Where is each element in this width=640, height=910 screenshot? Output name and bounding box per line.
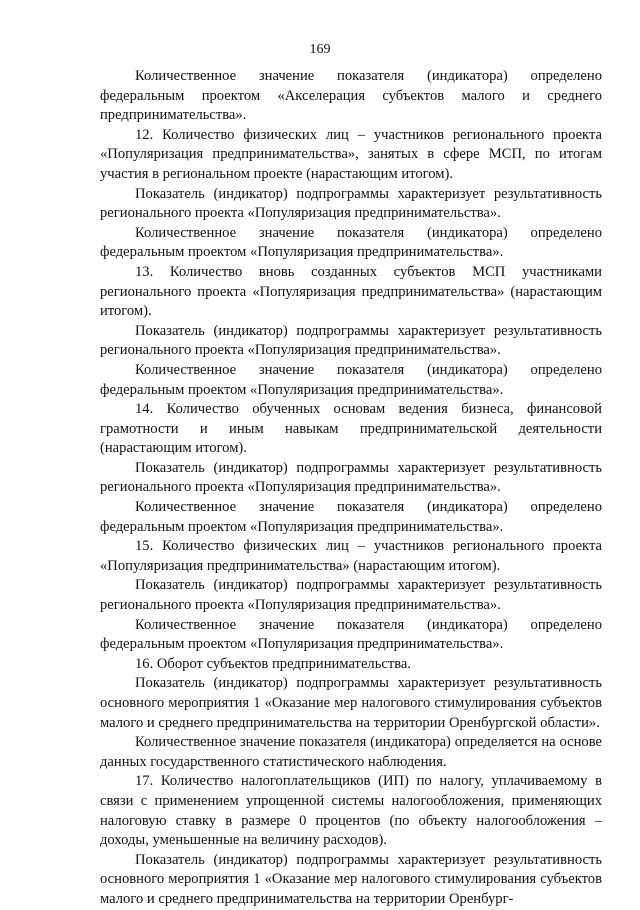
paragraph-13: Количественное значение показателя (индикатора) определено федеральным проектом «Популяризация предпринимательства». — [100, 616, 602, 653]
paragraph-15: Показатель (индикатор) подпрограммы характеризует результативность основного мероприятия 1 «Оказание мер налогового стимулирования субъектов малого и среднего предпринимательства на территории Оренбургской области». — [100, 675, 602, 731]
paragraph-3: Показатель (индикатор) подпрограммы характеризует результативность регионального проекта «Популяризация предпринимательства». — [100, 185, 602, 222]
paragraph-18: Показатель (индикатор) подпрограммы характеризует результативность основного мероприятия 1 «Оказание мер налогового стимулирования субъектов малого и среднего предпринимательства на территории Оренбург- — [100, 851, 602, 907]
paragraph-5: 13. Количество вновь созданных субъектов МСП участниками регионального проекта «Популяризация предпринимательства» (нарастающим итогом). — [100, 263, 602, 320]
paragraph-8: 14. Количество обученных основам ведения бизнеса, финансовой грамотности и иным навыкам предпринимательской деятельности (нарастающим итогом). — [100, 401, 602, 457]
document-body — [100, 67, 602, 910]
paragraph-7: Количественное значение показателя (индикатора) определено федеральным проектом «Популяризация предпринимательства». — [100, 361, 602, 398]
paragraph-14: 16. Оборот субъектов предпринимательства. — [135, 655, 412, 672]
paragraph-1: Количественное значение показателя (индикатора) определено федеральным проектом «Акселерация субъектов малого и среднего предпринимательства». — [100, 68, 602, 124]
paragraph-12: Показатель (индикатор) подпрограммы характеризует результативность регионального проекта «Популяризация предпринимательства». — [100, 577, 602, 614]
paragraph-9: Показатель (индикатор) подпрограммы характеризует результативность регионального проекта «Популяризация предпринимательства». — [100, 459, 602, 496]
paragraph-2: 12. Количество физических лиц – участников регионального проекта «Популяризация предпринимательства», занятых в сфере МСП, по итогам участия в региональном проекте (нарастающим итогом). — [100, 126, 602, 182]
paragraph-17: 17. Количество налогоплательщиков (ИП) по налогу, уплачиваемому в связи с применением упрощенной системы налогообложения, применяющих налоговую ставку в размере 0 процентов (по объекту налогообложения – доходы, уменьшенные на величину расходов). — [100, 773, 602, 849]
page-number: 169 — [309, 42, 331, 57]
paragraph-11: 15. Количество физических лиц – участников регионального проекта «Популяризация предпринимательства» (нарастающим итогом). — [100, 538, 602, 574]
paragraph-6: Показатель (индикатор) подпрограммы характеризует результативность регионального проекта «Популяризация предпринимательства». — [100, 322, 602, 359]
paragraph-16: Количественное значение показателя (индикатора) определяется на основе данных государственного статистического наблюдения. — [100, 734, 602, 770]
paragraph-4: Количественное значение показателя (индикатора) определено федеральным проектом «Популяризация предпринимательства». — [100, 224, 602, 261]
paragraph-10: Количественное значение показателя (индикатора) определено федеральным проектом «Популяризация предпринимательства». — [100, 499, 602, 535]
